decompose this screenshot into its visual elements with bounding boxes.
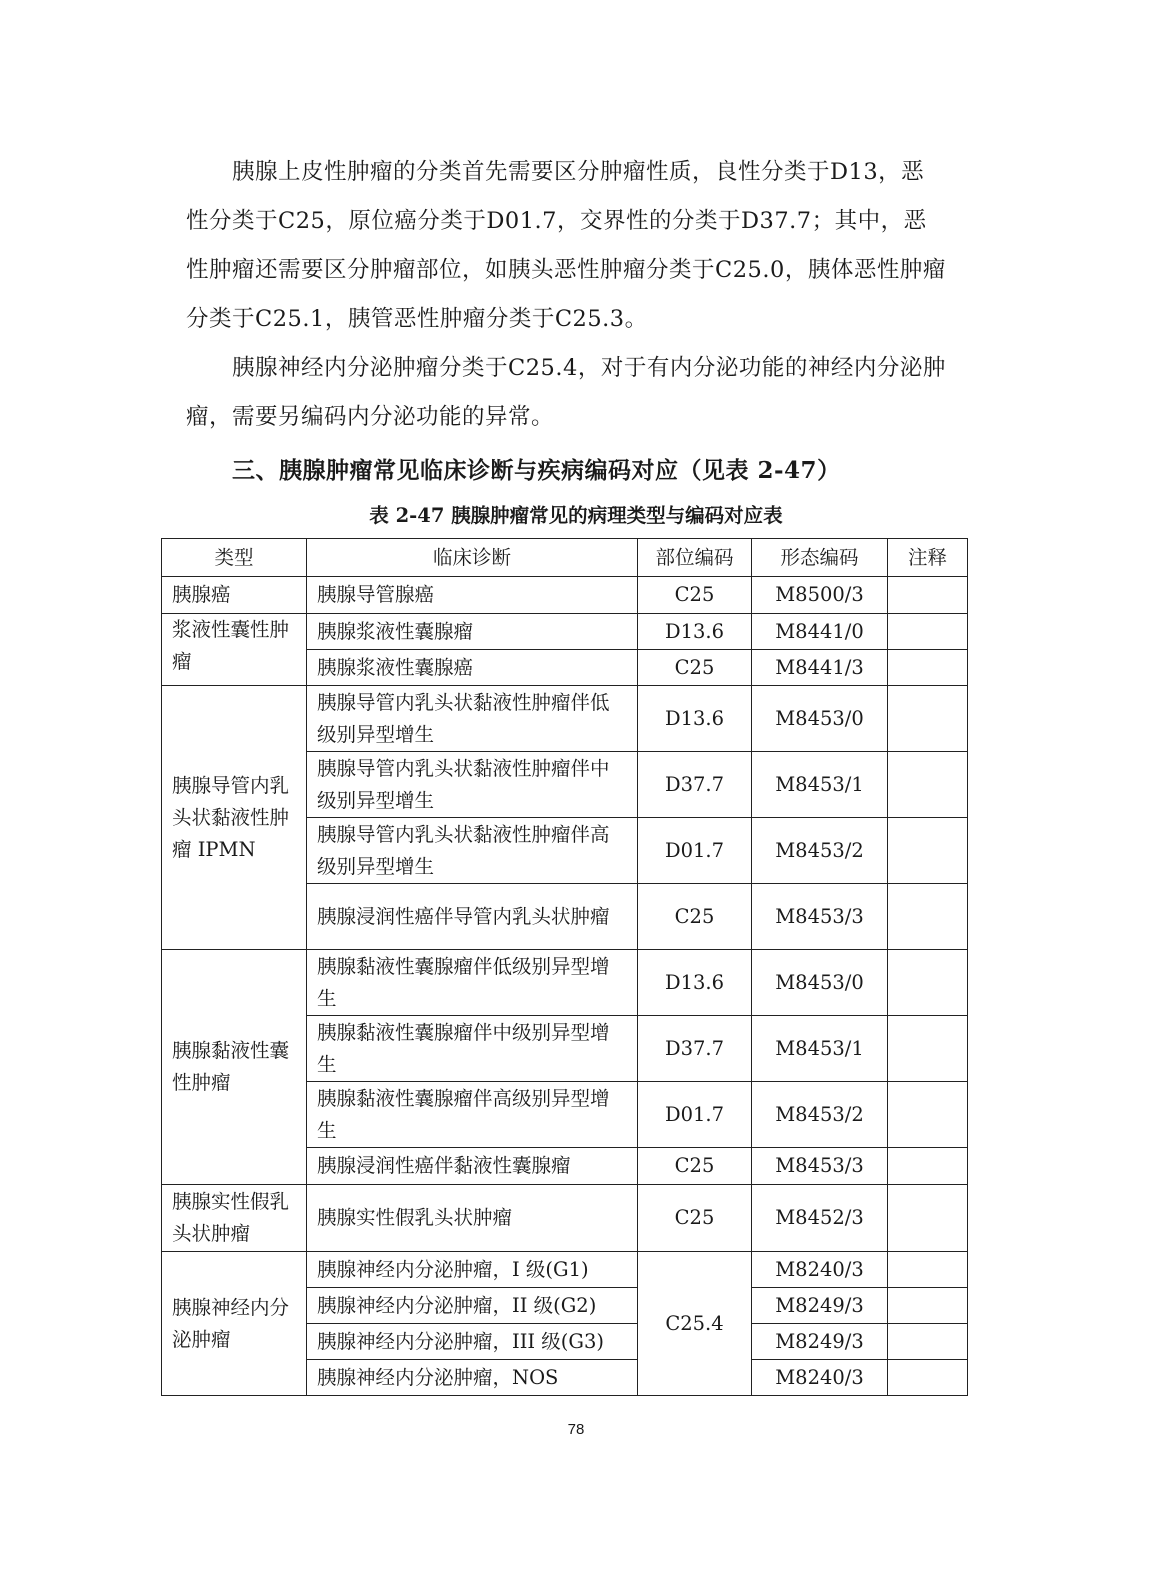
morph-code-cell: M8441/0 [752,614,888,650]
diagnosis-cell: 胰腺浆液性囊腺瘤 [307,614,638,650]
morph-code-cell: M8453/2 [752,1082,888,1148]
diagnosis-cell: 胰腺黏液性囊腺瘤伴低级别异型增生 [307,950,638,1016]
table-row [162,614,968,650]
notes-cell [888,1360,968,1396]
table-caption: 表 2-47 胰腺肿瘤常见的病理类型与编码对应表 [369,504,783,527]
table-row [162,1252,968,1288]
notes-cell [888,1288,968,1324]
type-cell: 浆液性囊性肿瘤 [162,614,307,686]
table-row [162,686,968,752]
morph-code-cell: M8249/3 [752,1288,888,1324]
table-row [162,950,968,1016]
notes-cell [888,686,968,752]
morph-code-cell: M8441/3 [752,650,888,686]
diagnosis-cell: 胰腺神经内分泌肿瘤，I 级(G1) [307,1252,638,1288]
notes-cell [888,884,968,950]
diagnosis-cell: 胰腺黏液性囊腺瘤伴中级别异型增生 [307,1016,638,1082]
notes-cell [888,950,968,1016]
notes-cell [888,614,968,650]
site-code-cell: D01.7 [638,1082,752,1148]
notes-cell [888,1252,968,1288]
notes-cell [888,752,968,818]
site-code-cell: D37.7 [638,752,752,818]
type-cell: 胰腺黏液性囊性肿瘤 [162,950,307,1185]
site-code-cell: C25 [638,1148,752,1185]
site-code-cell: C25.4 [638,1252,752,1396]
header-diagnosis: 临床诊断 [307,539,638,577]
page-number: 78 [567,1421,585,1438]
header-site-code: 部位编码 [638,539,752,577]
diagnosis-cell: 胰腺浸润性癌伴黏液性囊腺瘤 [307,1148,638,1185]
table-header-row [162,539,968,577]
header-morph-code: 形态编码 [752,539,888,577]
morph-code-cell: M8453/0 [752,950,888,1016]
site-code-cell: D01.7 [638,818,752,884]
paragraph-2: 胰腺神经内分泌肿瘤分类于C25.4，对于有内分泌功能的神经内分泌肿瘤，需要另编码内分泌功能的异常。 [186,355,946,430]
type-cell: 胰腺癌 [162,577,307,614]
type-cell: 胰腺导管内乳头状黏液性肿瘤 IPMN [162,686,307,950]
morph-code-cell: M8453/0 [752,686,888,752]
site-code-cell: D13.6 [638,686,752,752]
type-cell: 胰腺实性假乳头状肿瘤 [162,1185,307,1252]
morph-code-cell: M8249/3 [752,1324,888,1360]
site-code-cell: D37.7 [638,1016,752,1082]
diagnosis-cell: 胰腺神经内分泌肿瘤，II 级(G2) [307,1288,638,1324]
morph-code-cell: M8453/3 [752,1148,888,1185]
notes-cell [888,1185,968,1252]
site-code-cell: C25 [638,650,752,686]
table-row [162,577,968,614]
morph-code-cell: M8240/3 [752,1360,888,1396]
morph-code-cell: M8452/3 [752,1185,888,1252]
diagnosis-cell: 胰腺导管腺癌 [307,577,638,614]
code-mapping-table [161,538,968,1396]
diagnosis-cell: 胰腺导管内乳头状黏液性肿瘤伴低级别异型增生 [307,686,638,752]
notes-cell [888,577,968,614]
diagnosis-cell: 胰腺实性假乳头状肿瘤 [307,1185,638,1252]
notes-cell [888,1016,968,1082]
site-code-cell: D13.6 [638,950,752,1016]
diagnosis-cell: 胰腺导管内乳头状黏液性肿瘤伴中级别异型增生 [307,752,638,818]
morph-code-cell: M8240/3 [752,1252,888,1288]
site-code-cell: C25 [638,577,752,614]
morph-code-cell: M8453/2 [752,818,888,884]
notes-cell [888,818,968,884]
notes-cell [888,1324,968,1360]
header-notes: 注释 [888,539,968,577]
morph-code-cell: M8453/1 [752,752,888,818]
diagnosis-cell: 胰腺神经内分泌肿瘤，III 级(G3) [307,1324,638,1360]
paragraph-1: 胰腺上皮性肿瘤的分类首先需要区分肿瘤性质，良性分类于D13，恶性分类于C25，原位癌分类于D01.7，交界性的分类于D37.7；其中，恶性肿瘤还需要区分肿瘤部位，如胰头恶性肿瘤分类于C25.0，胰体恶性肿瘤分类于C25.1，胰管恶性肿瘤分类于C25.3。 [186,159,946,332]
header-type: 类型 [162,539,307,577]
diagnosis-cell: 胰腺浸润性癌伴导管内乳头状肿瘤 [307,884,638,950]
type-cell: 胰腺神经内分泌肿瘤 [162,1252,307,1396]
site-code-cell: C25 [638,1185,752,1252]
diagnosis-cell: 胰腺黏液性囊腺瘤伴高级别异型增生 [307,1082,638,1148]
notes-cell [888,1148,968,1185]
diagnosis-cell: 胰腺神经内分泌肿瘤，NOS [307,1360,638,1396]
morph-code-cell: M8500/3 [752,577,888,614]
morph-code-cell: M8453/3 [752,884,888,950]
notes-cell [888,1082,968,1148]
diagnosis-cell: 胰腺浆液性囊腺癌 [307,650,638,686]
morph-code-cell: M8453/1 [752,1016,888,1082]
section-heading: 三、胰腺肿瘤常见临床诊断与疾病编码对应（见表 2-47） [232,457,841,484]
diagnosis-cell: 胰腺导管内乳头状黏液性肿瘤伴高级别异型增生 [307,818,638,884]
site-code-cell: D13.6 [638,614,752,650]
table-row [162,1185,968,1252]
notes-cell [888,650,968,686]
site-code-cell: C25 [638,884,752,950]
